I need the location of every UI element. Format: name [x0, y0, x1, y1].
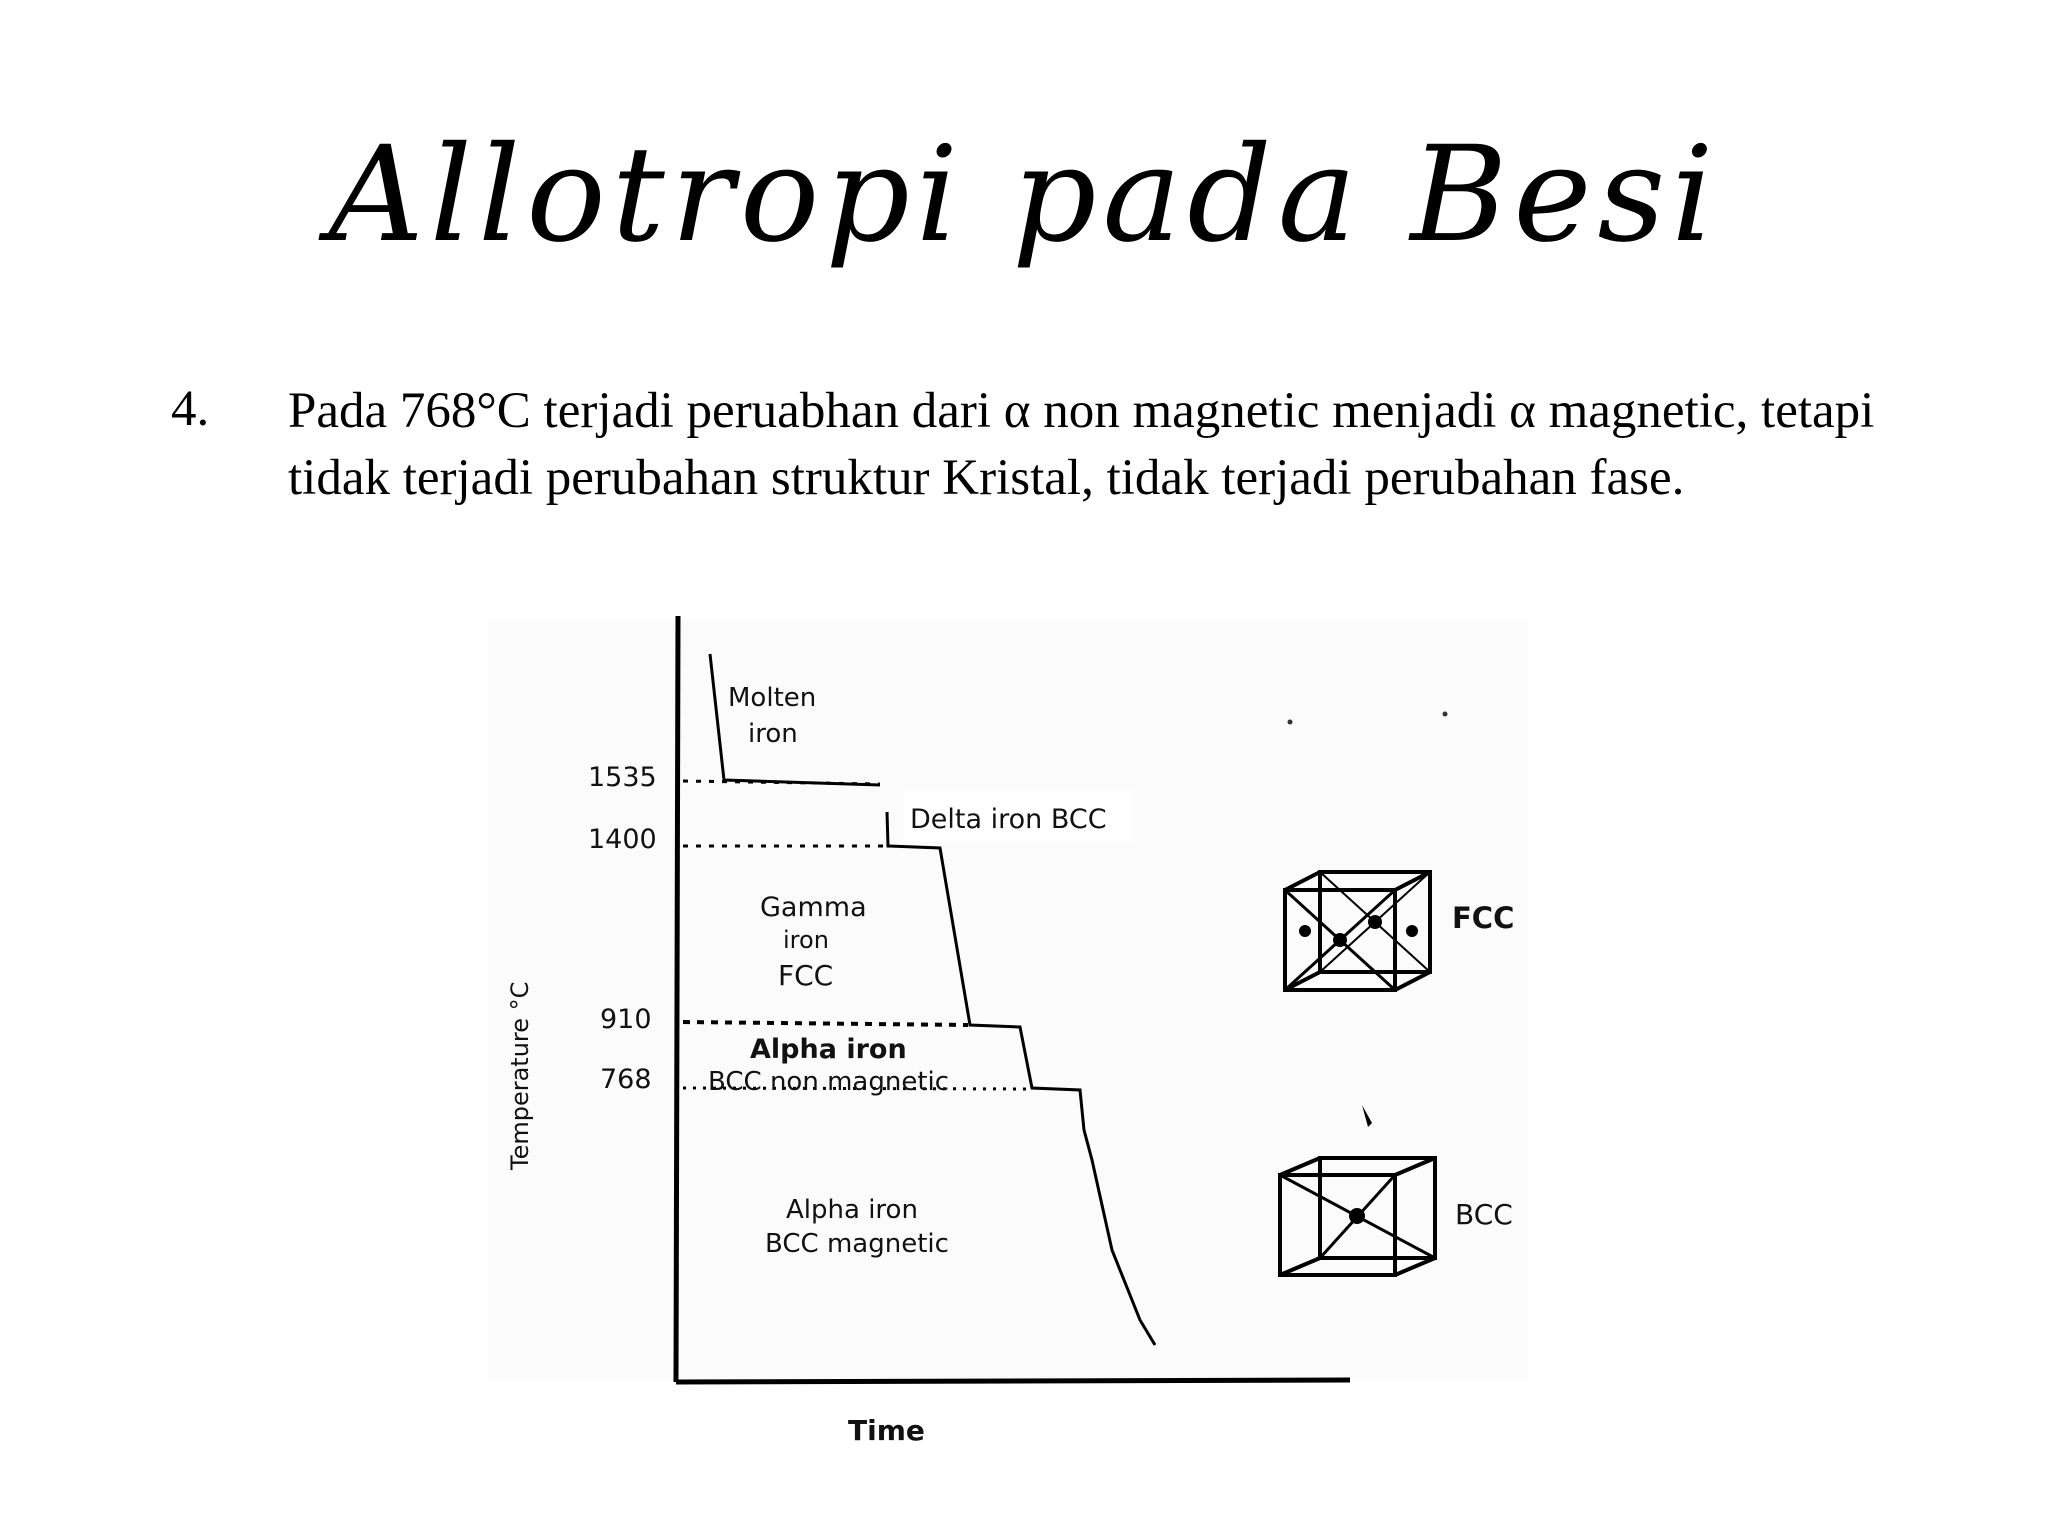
scan-speck [1288, 720, 1293, 725]
label-alpha-nonmag-line2: BCC non magnetic [708, 1067, 950, 1097]
tick-1535: 1535 [588, 762, 657, 793]
label-delta-iron: Delta iron BCC [910, 804, 1107, 835]
x-axis-label: Time [848, 1414, 925, 1447]
scan-background [488, 620, 1528, 1380]
label-gamma-line3: FCC [778, 959, 834, 992]
slide-title: Allotropi pada Besi [328, 118, 1720, 272]
x-axis [676, 1380, 1350, 1382]
label-alpha-nonmag-line1: Alpha iron [750, 1034, 907, 1065]
label-gamma-line2: iron [783, 926, 829, 954]
label-alpha-mag-line2: BCC magnetic [765, 1229, 949, 1259]
label-molten-line1: Molten [728, 683, 817, 713]
label-gamma-line1: Gamma [760, 892, 867, 923]
bcc-label: BCC [1455, 1198, 1513, 1231]
scan-speck [1443, 712, 1448, 717]
tick-768: 768 [600, 1064, 652, 1095]
label-alpha-mag-line1: Alpha iron [786, 1195, 918, 1225]
point-text: Pada 768°C terjadi peruabhan dari α non magnetic menjadi α magnetic, tetapi tidak terjadi perubahan struktur Kristal, tidak terjadi perubahan fase. [288, 383, 1875, 506]
y-axis-label: Temperature °C [506, 981, 534, 1170]
tick-910: 910 [600, 1004, 652, 1035]
fcc-label: FCC [1452, 901, 1515, 935]
point-number: 4. [171, 381, 210, 437]
y-axis [676, 616, 678, 1382]
label-molten-line2: iron [748, 719, 798, 749]
tick-1400: 1400 [588, 824, 657, 855]
